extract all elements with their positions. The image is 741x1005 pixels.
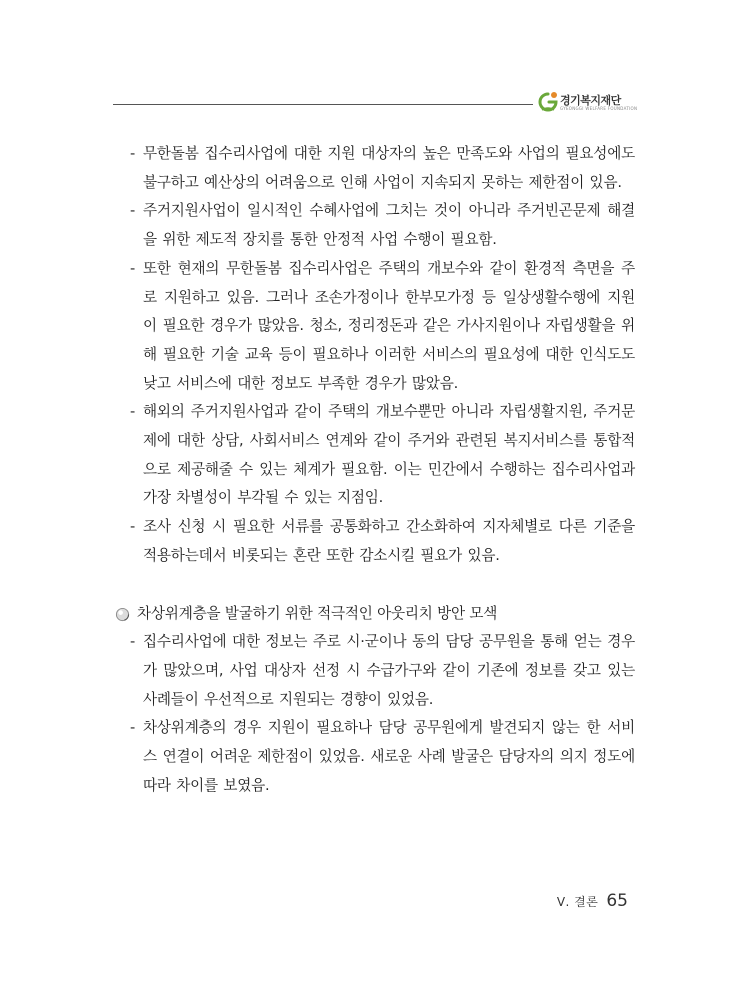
foundation-logo [536,90,646,116]
round-bullet-icon [115,607,130,622]
dash-marker: - [130,633,136,651]
dash-marker: - [130,259,136,277]
section-heading [115,600,635,629]
bullet-text: 차상위계층의 경우 지원이 필요하나 담당 공무원에게 발견되지 않는 한 서비스 연결이 어려운 제한점이 있었음. 새로운 사례 발굴은 담당자의 의지 정도에 따라 차이를 보였음. [143,719,635,794]
bullet-text: 또한 현재의 무한돌봄 집수리사업은 주택의 개보수와 같이 환경적 측면을 주로 지원하고 있음. 그러나 조손가정이나 한부모가정 등 일상생활수행에 지원이 필요한 경우가 많았음. 청소, 정리정돈과 같은 가사지원이나 자립생활을 위해 필요한 기술 교육 등이 필요하나 이러한 서비스의 필요성에 대한 인식도도 낮고 서비스에 대한 정보도 부족한 경우가 많았음. [143,259,635,392]
bullet-text: 조사 신청 시 필요한 서류를 공통화하고 간소화하여 지자체별로 다른 기준을 적용하는데서 비롯되는 혼란 또한 감소시킬 필요가 있음. [143,518,635,564]
logo-subtitle: GYEONGGI WELFARE FOUNDATION [560,106,638,111]
bullet-item [115,513,635,570]
bullet-item [115,140,635,197]
page-footer [0,891,628,911]
bullet-text: 무한돌봄 집수리사업에 대한 지원 대상자의 높은 만족도와 사업의 필요성에도 불구하고 예산상의 어려움으로 인해 사업이 지속되지 못하는 제한점이 있음. [143,145,635,191]
dash-marker: - [130,145,136,162]
logo-name: 경기복지재단 [560,94,621,107]
bullet-text: 집수리사업에 대한 정보는 주로 시·군이나 동의 담당 공무원을 통해 얻는 경우가 많았으며, 사업 대상자 선정 시 수급가구와 같이 기존에 정보를 갖고 있는 사례들이 우선적으로 지원되는 경향이 있었음. [143,633,635,708]
bullet-text: 해외의 주거지원사업과 같이 주택의 개보수뿐만 아니라 자립생활지원, 주거문제에 대한 상담, 사회서비스 연계와 같이 주거와 관련된 복지서비스를 통합적으로 제공해줄 수 있는 체계가 필요함. 이는 민간에서 수행하는 집수리사업과 가장 차별성이 부각될 수 있는 지점임. [143,403,635,507]
bullet-item [115,628,635,714]
bullet-text: 주거지원사업이 일시적인 수혜사업에 그치는 것이 아니라 주거빈곤문제 해결을 위한 제도적 장치를 통한 안정적 사업 수행이 필요함. [143,202,635,249]
bullet-item [115,714,635,800]
header-rule [113,104,533,105]
dash-marker: - [130,202,136,220]
bullet-item [115,197,635,254]
bullet-item [115,398,635,513]
chapter-label: Ⅴ. 결론 [556,895,599,909]
section-title-text: 차상위계층을 발굴하기 위한 적극적인 아웃리치 방안 모색 [137,604,498,622]
bullet-item [115,255,635,399]
dash-marker: - [130,518,136,536]
logo-mark-icon [536,90,560,114]
dash-marker: - [130,403,136,421]
dash-marker: - [130,719,136,737]
page-body [115,140,635,800]
page-number: 65 [606,891,628,911]
